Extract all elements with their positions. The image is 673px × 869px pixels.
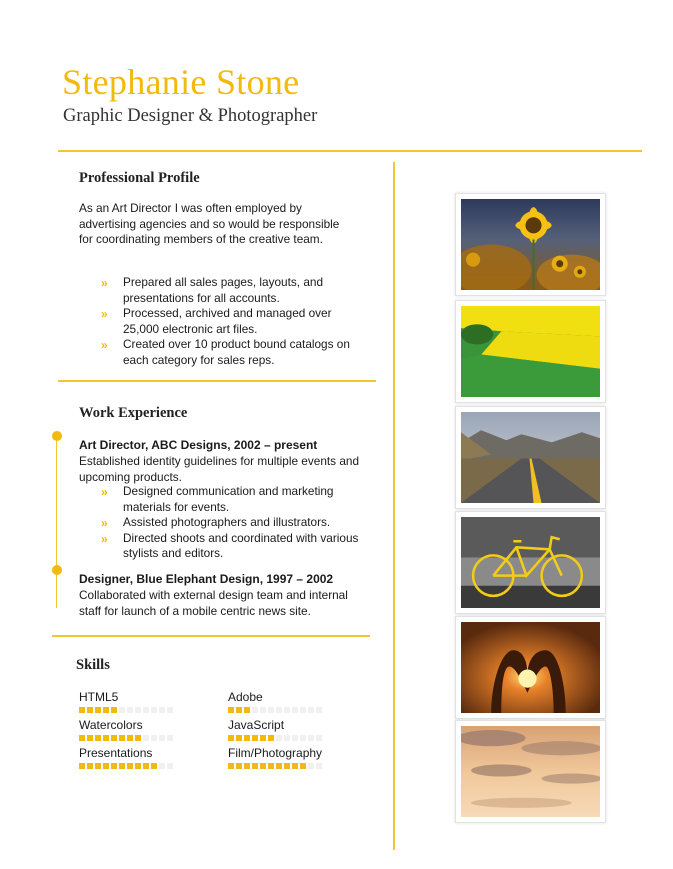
skill-meter-block: [95, 735, 101, 741]
skill-meter-block: [119, 735, 125, 741]
skill-meter-block: [292, 735, 298, 741]
skill-meter-block: [268, 707, 274, 713]
road-image: [461, 412, 600, 503]
skill-meter-block: [300, 707, 306, 713]
profile-heading: Professional Profile: [79, 170, 200, 186]
skill-meter-block: [143, 763, 149, 769]
skill-meter-block: [252, 707, 258, 713]
skill-meter: [228, 763, 368, 769]
job-description: [79, 588, 369, 619]
timeline-dot: [52, 431, 62, 441]
field-image: [461, 306, 600, 397]
skill-meter-block: [236, 735, 242, 741]
skill-meter-block: [87, 763, 93, 769]
skill-item: [79, 746, 219, 769]
skill-meter-block: [276, 735, 282, 741]
list-item-text: Processed, archived and managed over 25,000 electronic art files.: [123, 306, 332, 336]
skill-meter-block: [252, 763, 258, 769]
skill-meter-block: [79, 707, 85, 713]
profile-summary: [79, 201, 341, 248]
skill-meter-block: [167, 763, 173, 769]
skill-meter-block: [79, 735, 85, 741]
skill-meter-block: [268, 763, 274, 769]
skill-meter-block: [111, 707, 117, 713]
job-title: Designer, Blue Elephant Design, 1997 – 2002: [79, 572, 334, 586]
skill-meter-block: [252, 735, 258, 741]
list-item: [101, 306, 361, 337]
skill-meter-block: [308, 707, 314, 713]
skill-meter-block: [127, 735, 133, 741]
skill-meter-block: [228, 707, 234, 713]
job-title: Art Director, ABC Designs, 2002 – present: [79, 438, 318, 452]
skill-item: [79, 718, 219, 741]
skill-meter-block: [127, 763, 133, 769]
chevron-right-icon: »: [101, 531, 108, 546]
timeline-line: [56, 438, 57, 608]
list-item: [101, 337, 361, 368]
skill-meter-block: [284, 707, 290, 713]
skill-label: HTML5: [79, 690, 119, 704]
skill-meter-block: [151, 763, 157, 769]
skill-item: [228, 690, 368, 713]
profile-summary-text: As an Art Director I was often employed by advertising agencies and so would be responsible for coordinating members of the creative team.: [79, 201, 340, 246]
skill-meter-block: [316, 735, 322, 741]
skill-meter-block: [228, 763, 234, 769]
skill-meter-block: [300, 735, 306, 741]
chevron-right-icon: »: [101, 307, 108, 321]
skill-label: Adobe: [228, 690, 263, 704]
skill-meter-block: [111, 763, 117, 769]
list-item-text: Assisted photographers and illustrators.: [123, 515, 331, 529]
header-divider: [58, 150, 642, 152]
skill-meter-block: [316, 707, 322, 713]
skill-meter-block: [151, 735, 157, 741]
job-description-text: Established identity guidelines for multiple events and upcoming products.: [79, 454, 360, 484]
job-description-text: Collaborated with external design team and internal staff for launch of a mobile centric news site.: [79, 588, 348, 618]
skill-meter-block: [292, 707, 298, 713]
skill-meter-block: [260, 763, 266, 769]
job-bullets: [101, 484, 373, 562]
skill-meter-block: [159, 763, 165, 769]
skill-meter-block: [103, 735, 109, 741]
skill-meter-block: [143, 707, 149, 713]
skill-meter-block: [300, 763, 306, 769]
skill-meter-block: [260, 707, 266, 713]
skill-meter-block: [228, 735, 234, 741]
profile-divider: [58, 380, 376, 382]
skill-meter: [228, 735, 368, 741]
job-description: [79, 454, 361, 485]
skill-meter-block: [95, 763, 101, 769]
photo-heart-hands-sunset: [455, 616, 606, 719]
photo-yellow-field: [455, 300, 606, 403]
skill-meter-block: [236, 707, 242, 713]
skill-meter-block: [95, 707, 101, 713]
heart-hands-image: [461, 622, 600, 713]
list-item-text: Prepared all sales pages, layouts, and presentations for all accounts.: [123, 275, 324, 305]
skill-meter-block: [244, 763, 250, 769]
skill-meter-block: [284, 763, 290, 769]
photo-yellow-bicycle: [455, 511, 606, 614]
list-item: [101, 275, 361, 306]
skill-meter-block: [79, 763, 85, 769]
skill-meter-block: [236, 763, 242, 769]
chevron-right-icon: »: [101, 276, 108, 290]
skill-meter-block: [268, 735, 274, 741]
skill-meter-block: [167, 707, 173, 713]
skill-meter-block: [276, 707, 282, 713]
skill-label: Watercolors: [79, 718, 143, 732]
list-item: [101, 484, 373, 515]
skill-meter-block: [292, 763, 298, 769]
photo-cloudy-sunset-sky: [455, 720, 606, 823]
list-item-text: Created over 10 product bound catalogs on each category for sales reps.: [123, 337, 350, 367]
skill-meter-block: [244, 735, 250, 741]
skill-meter-block: [159, 735, 165, 741]
skill-item: [228, 746, 368, 769]
chevron-right-icon: »: [101, 516, 108, 530]
bicycle-image: [461, 517, 600, 608]
chevron-right-icon: »: [101, 485, 108, 499]
skill-meter-block: [244, 707, 250, 713]
list-item-text: Designed communication and marketing materials for events.: [123, 484, 334, 514]
photo-mountain-road: [455, 406, 606, 509]
resume-subtitle: Graphic Designer & Photographer: [63, 106, 318, 126]
skill-meter-block: [119, 707, 125, 713]
photo-sunflower: [455, 193, 606, 296]
skill-meter: [79, 707, 219, 713]
skill-meter-block: [135, 763, 141, 769]
skills-heading: Skills: [76, 657, 110, 673]
skill-meter: [228, 707, 368, 713]
skill-item: [228, 718, 368, 741]
skill-meter-block: [127, 707, 133, 713]
skill-meter-block: [135, 707, 141, 713]
list-item-text: Directed shoots and coordinated with various stylists and editors.: [123, 530, 359, 560]
skill-label: Film/Photography: [228, 746, 323, 760]
timeline-dot: [52, 565, 62, 575]
skill-meter-block: [103, 763, 109, 769]
resume-name: Stephanie Stone: [62, 62, 300, 102]
profile-bullets: [101, 275, 361, 368]
skill-label: Presentations: [79, 746, 153, 760]
chevron-right-icon: »: [101, 338, 108, 352]
skill-meter-block: [167, 735, 173, 741]
skill-meter-block: [276, 763, 282, 769]
skill-meter-block: [111, 735, 117, 741]
skill-meter-block: [87, 707, 93, 713]
skill-meter-block: [151, 707, 157, 713]
skill-item: [79, 690, 219, 713]
skill-meter-block: [87, 735, 93, 741]
list-item: [101, 515, 373, 531]
experience-divider: [52, 635, 370, 637]
skill-meter-block: [260, 735, 266, 741]
skill-meter-block: [143, 735, 149, 741]
sunflower-image: [461, 199, 600, 290]
experience-heading: Work Experience: [79, 405, 188, 421]
skill-meter-block: [135, 735, 141, 741]
skill-meter: [79, 735, 219, 741]
skill-meter-block: [308, 763, 314, 769]
sunset-sky-image: [461, 726, 600, 817]
list-item: [101, 531, 373, 562]
skill-meter: [79, 763, 219, 769]
skill-meter-block: [159, 707, 165, 713]
column-divider: [393, 162, 395, 850]
skill-meter-block: [308, 735, 314, 741]
skill-label: JavaScript: [228, 718, 285, 732]
skill-meter-block: [316, 763, 322, 769]
skill-meter-block: [119, 763, 125, 769]
skill-meter-block: [284, 735, 290, 741]
skill-meter-block: [103, 707, 109, 713]
